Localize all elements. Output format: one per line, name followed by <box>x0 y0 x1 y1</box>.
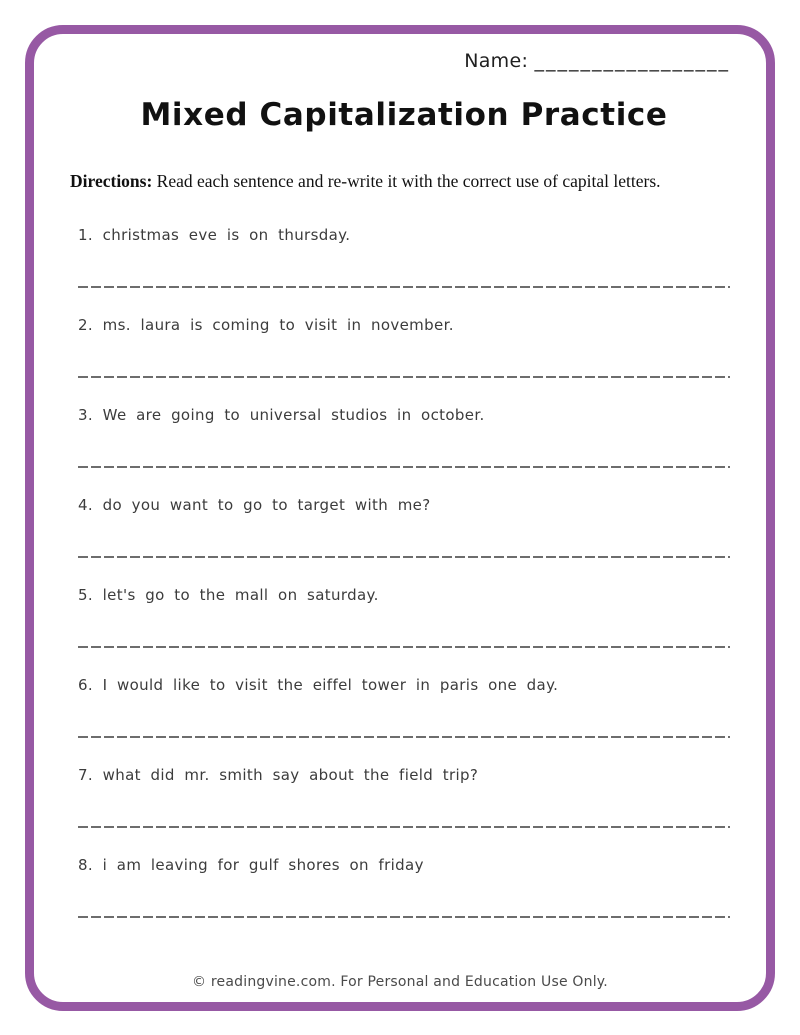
item-number: 5. <box>78 586 94 604</box>
list-item <box>78 496 730 586</box>
directions-text: Read each sentence and re-write it with the correct use of capital letters. <box>156 171 661 191</box>
item-number: 7. <box>78 766 94 784</box>
sentence-text <box>78 856 424 874</box>
sentence-text <box>78 496 431 514</box>
item-sentence: christmas eve is on thursday. <box>102 226 351 244</box>
item-number: 2. <box>78 316 94 334</box>
list-item <box>78 766 730 856</box>
item-sentence: do you want to go to target with me? <box>102 496 431 514</box>
item-sentence: let's go to the mall on saturday. <box>102 586 379 604</box>
copyright-footer: © readingvine.com. For Personal and Education Use Only. <box>192 974 608 990</box>
item-sentence: what did mr. smith say about the field trip? <box>102 766 479 784</box>
directions-label: Directions: <box>70 171 153 191</box>
sentence-text <box>78 676 558 694</box>
item-number: 4. <box>78 496 94 514</box>
name-blank-line: _________________ <box>534 50 730 72</box>
answer-blank-line <box>78 736 730 738</box>
list-item <box>78 586 730 676</box>
item-sentence: ms. laura is coming to visit in november. <box>102 316 454 334</box>
item-sentence: i am leaving for gulf shores on friday <box>102 856 424 874</box>
sentence-text <box>78 406 485 424</box>
answer-blank-line <box>78 916 730 918</box>
list-item <box>78 316 730 406</box>
sentence-text <box>78 226 350 244</box>
item-number: 8. <box>78 856 94 874</box>
list-item <box>78 406 730 496</box>
answer-blank-line <box>78 646 730 648</box>
list-item <box>78 226 730 316</box>
item-number: 1. <box>78 226 94 244</box>
sentence-text <box>78 586 379 604</box>
name-row <box>464 50 730 72</box>
page-title: Mixed Capitalization Practice <box>140 97 668 133</box>
list-item <box>78 856 730 946</box>
answer-blank-line <box>78 376 730 378</box>
answer-blank-line <box>78 466 730 468</box>
answer-blank-line <box>78 826 730 828</box>
sentence-list <box>78 226 730 946</box>
sentence-text <box>78 316 454 334</box>
item-sentence: I would like to visit the eiffel tower in paris one day. <box>102 676 559 694</box>
sentence-text <box>78 766 478 784</box>
item-number: 3. <box>78 406 94 424</box>
answer-blank-line <box>78 286 730 288</box>
name-label: Name: <box>464 50 529 72</box>
worksheet-content <box>70 0 730 1035</box>
answer-blank-line <box>78 556 730 558</box>
item-number: 6. <box>78 676 94 694</box>
item-sentence: We are going to universal studios in october. <box>102 406 485 424</box>
directions <box>70 171 740 192</box>
list-item <box>78 676 730 766</box>
